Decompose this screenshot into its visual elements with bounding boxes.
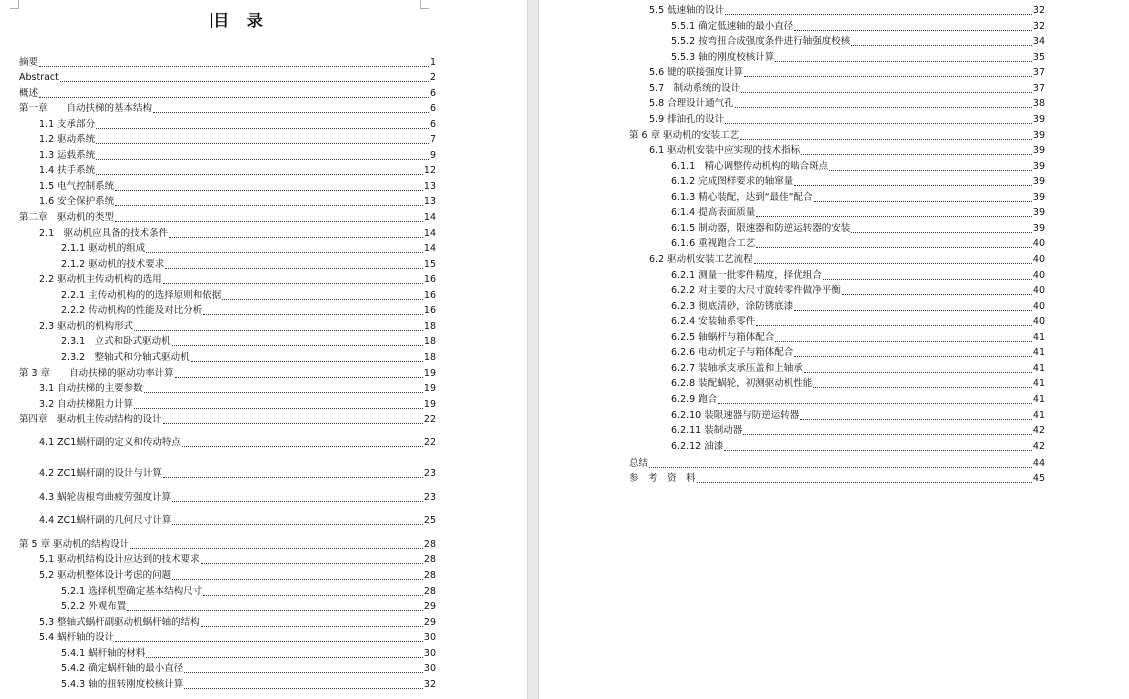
toc-dot-leader — [775, 341, 1032, 342]
toc-entry-title: 第 6 章 驱动机的安装工艺 — [629, 130, 740, 141]
toc-entry-title: 参 考 资 料 — [629, 473, 696, 484]
toc-entry-page-number: 9 — [429, 150, 436, 161]
toc-dot-leader — [60, 81, 429, 82]
toc-entry-page-number: 39 — [1032, 161, 1045, 172]
toc-entry-title: 5.7 制动系统的设计 — [649, 83, 741, 94]
toc-entry-page-number: 18 — [423, 336, 436, 347]
toc-dot-leader — [851, 232, 1032, 233]
toc-dot-leader — [222, 299, 423, 300]
toc-entry[interactable] — [671, 394, 1045, 406]
toc-entry[interactable] — [39, 554, 436, 566]
toc-entry[interactable] — [671, 192, 1045, 204]
toc-entry-page-number: 38 — [1032, 98, 1045, 109]
toc-entry-title: 6.2.6 电动机定子与箱体配合 — [671, 347, 794, 358]
toc-entry-page-number: 6 — [429, 103, 436, 114]
toc-dot-leader — [146, 657, 423, 658]
toc-entry-title: 6.1.3 精心装配，达到“最佳”配合 — [671, 192, 813, 203]
toc-entry-page-number: 28 — [423, 539, 436, 550]
toc-entry-page-number: 39 — [1032, 130, 1045, 141]
toc-entry-page-number: 39 — [1032, 176, 1045, 187]
toc-entry[interactable] — [39, 515, 436, 527]
toc-entry-title: 2.3 驱动机的机构形式 — [39, 321, 134, 332]
toc-entry-page-number: 40 — [1032, 316, 1045, 327]
toc-dot-leader — [851, 45, 1032, 46]
toc-entry-page-number: 14 — [423, 243, 436, 254]
toc-entry[interactable] — [39, 570, 436, 582]
toc-entry-title: 4.3 蜗轮齿根弯曲疲劳强度计算 — [39, 492, 172, 503]
toc-entry[interactable] — [671, 378, 1045, 390]
toc-dot-leader — [800, 419, 1032, 420]
toc-entry-page-number: 1 — [429, 57, 436, 68]
toc-dot-leader — [169, 237, 423, 238]
toc-entry[interactable] — [649, 145, 1045, 157]
toc-dot-leader — [182, 446, 423, 447]
toc-dot-leader — [756, 325, 1032, 326]
toc-entry-page-number: 39 — [1032, 223, 1045, 234]
toc-entry[interactable] — [61, 586, 436, 598]
toc-dot-leader — [96, 174, 423, 175]
toc-entry-title: 5.5.2 按弯扭合成强度条件进行轴强度校核 — [671, 36, 851, 47]
toc-dot-leader — [184, 672, 423, 673]
toc-entry-page-number: 22 — [423, 414, 436, 425]
toc-entry-title: 1.3 运载系统 — [39, 150, 96, 161]
toc-dot-leader — [134, 408, 423, 409]
toc-dot-leader — [163, 423, 423, 424]
toc-entry-page-number: 23 — [423, 492, 436, 503]
toc-dot-leader — [163, 477, 423, 478]
toc-entry-title: 6.2.10 装限速器与防逆运转器 — [671, 410, 800, 421]
toc-entry[interactable] — [649, 83, 1045, 95]
toc-entry[interactable] — [39, 399, 436, 411]
toc-entry-page-number: 39 — [1032, 192, 1045, 203]
toc-entry-page-number: 42 — [1032, 425, 1045, 436]
toc-entry-page-number: 6 — [429, 88, 436, 99]
toc-entry-title: 6.2.4 安装轴系零件 — [671, 316, 756, 327]
toc-entry[interactable] — [629, 458, 1045, 470]
toc-entry-title: 5.3 整轴式蜗杆副驱动机蜗杆轴的结构 — [39, 617, 200, 628]
toc-dot-leader — [794, 310, 1032, 311]
toc-entry[interactable] — [39, 228, 436, 240]
toc-entry-title: 5.2.1 选择机型确定基本结构尺寸 — [61, 586, 203, 597]
toc-entry-title: 6.1 驱动机安装中应实现的技术指标 — [649, 145, 801, 156]
toc-entry[interactable] — [19, 539, 436, 551]
toc-dot-leader — [165, 268, 423, 269]
toc-entry[interactable] — [671, 410, 1045, 422]
toc-entry[interactable] — [671, 161, 1045, 173]
toc-entry[interactable] — [39, 468, 436, 480]
toc-entry[interactable] — [19, 72, 436, 84]
toc-entry-title: 5.2 驱动机整体设计考虑的问题 — [39, 570, 172, 581]
toc-entry[interactable] — [19, 414, 436, 426]
toc-entry[interactable] — [61, 290, 436, 302]
toc-entry-title: 2.2.1 主传动机构的的选择原则和依据 — [61, 290, 222, 301]
toc-dot-leader — [144, 392, 423, 393]
toc-entry[interactable] — [671, 52, 1045, 64]
toc-entry[interactable] — [39, 150, 436, 162]
toc-entry[interactable] — [671, 285, 1045, 297]
toc-entry[interactable] — [39, 196, 436, 208]
toc-dot-leader — [175, 377, 423, 378]
toc-dot-leader — [813, 387, 1032, 388]
toc-dot-leader — [163, 283, 423, 284]
toc-entry[interactable] — [671, 425, 1045, 437]
toc-dot-leader — [697, 482, 1032, 483]
toc-dot-leader — [743, 434, 1032, 435]
toc-entry[interactable] — [671, 316, 1045, 328]
toc-entry-title: 1.2 驱动系统 — [39, 134, 96, 145]
toc-entry-title: 5.4.3 轴的扭转刚度校核计算 — [61, 679, 184, 690]
toc-entry[interactable] — [61, 259, 436, 271]
toc-entry-title: 1.5 电气控制系统 — [39, 181, 115, 192]
toc-dot-leader — [153, 112, 429, 113]
toc-entry-page-number: 39 — [1032, 145, 1045, 156]
toc-entry[interactable] — [61, 648, 436, 660]
toc-dot-leader — [172, 579, 423, 580]
toc-entry[interactable] — [39, 383, 436, 395]
toc-entry-title: 5.2.2 外观布置 — [61, 601, 127, 612]
toc-dot-leader — [115, 641, 423, 642]
toc-entry[interactable] — [19, 212, 436, 224]
toc-entry-title: 2.1.2 驱动机的技术要求 — [61, 259, 165, 270]
toc-entry-title: 摘要 — [19, 57, 39, 68]
toc-entry-title: 6.1.2 完成图样要求的轴窜量 — [671, 176, 794, 187]
toc-dot-leader — [801, 154, 1032, 155]
toc-dot-leader — [814, 201, 1032, 202]
toc-entry-page-number: 2 — [429, 72, 436, 83]
toc-entry[interactable] — [671, 441, 1045, 453]
toc-entry-page-number: 29 — [423, 601, 436, 612]
toc-entry-page-number: 40 — [1032, 270, 1045, 281]
toc-entry-page-number: 7 — [429, 134, 436, 145]
toc-dot-leader — [741, 92, 1032, 93]
toc-dot-leader — [172, 501, 423, 502]
toc-dot-leader — [823, 279, 1032, 280]
toc-entry-title: 6.1.4 提高表面质量 — [671, 207, 756, 218]
toc-entry-title: 3.2 自动扶梯阻力计算 — [39, 399, 134, 410]
toc-entry-title: 6.2.5 轴蜗杆与箱体配合 — [671, 332, 775, 343]
toc-entry-page-number: 14 — [423, 228, 436, 239]
toc-dot-leader — [191, 361, 423, 362]
toc-entry[interactable] — [649, 67, 1045, 79]
toc-entry-page-number: 29 — [423, 617, 436, 628]
toc-entry-title: 第 3 章 自动扶梯的驱动功率计算 — [19, 368, 174, 379]
toc-dot-leader — [794, 185, 1032, 186]
toc-entry-title: 2.2 驱动机主传动机构的选用 — [39, 274, 162, 285]
toc-entry-page-number: 19 — [423, 368, 436, 379]
toc-entry-title: 6.2.2 对主要的大尺寸旋转零件做净平衡 — [671, 285, 841, 296]
toc-entry[interactable] — [39, 617, 436, 629]
toc-entry[interactable] — [39, 181, 436, 193]
toc-entry-page-number: 22 — [423, 437, 436, 448]
toc-entry-page-number: 40 — [1032, 238, 1045, 249]
document-page-right — [539, 0, 1129, 699]
toc-dot-leader — [775, 61, 1032, 62]
toc-entry[interactable] — [671, 347, 1045, 359]
toc-entry[interactable] — [671, 332, 1045, 344]
toc-dot-leader — [134, 330, 423, 331]
toc-title-text: 目 录 — [213, 11, 269, 30]
toc-entry-title: 第 5 章 驱动机的结构设计 — [19, 539, 130, 550]
toc-entry-page-number: 30 — [423, 663, 436, 674]
toc-entry-title: 2.1 驱动机应具备的技术条件 — [39, 228, 169, 239]
toc-dot-leader — [754, 263, 1032, 264]
toc-entry-page-number: 18 — [423, 352, 436, 363]
toc-entry-title: 5.5.3 轴的刚度校核计算 — [671, 52, 775, 63]
toc-dot-leader — [203, 314, 423, 315]
toc-entry-page-number: 39 — [1032, 207, 1045, 218]
toc-entry-title: 2.3.2 整轴式和分轴式驱动机 — [61, 352, 190, 363]
toc-entry[interactable] — [629, 473, 1045, 485]
toc-entry-page-number: 16 — [423, 274, 436, 285]
toc-entry-title: 第二章 驱动机的类型 — [19, 212, 115, 223]
toc-entry-page-number: 14 — [423, 212, 436, 223]
toc-entry[interactable] — [61, 679, 436, 691]
toc-dot-leader — [115, 205, 423, 206]
toc-entry-title: 1.1 支承部分 — [39, 119, 96, 130]
toc-entry[interactable] — [671, 363, 1045, 375]
toc-dot-leader — [718, 403, 1032, 404]
toc-entry[interactable] — [629, 130, 1045, 142]
toc-dot-leader — [146, 252, 423, 253]
toc-entry-page-number: 32 — [423, 679, 436, 690]
toc-entry-title: 第一章 自动扶梯的基本结构 — [19, 103, 153, 114]
toc-dot-leader — [96, 159, 429, 160]
toc-entry-page-number: 37 — [1032, 83, 1045, 94]
toc-entry-title: 总结 — [629, 458, 649, 469]
toc-entry-page-number: 40 — [1032, 285, 1045, 296]
toc-entry[interactable] — [671, 223, 1045, 235]
toc-entry[interactable] — [671, 36, 1045, 48]
toc-entry-title: 6.2.9 跑合 — [671, 394, 718, 405]
toc-entry-page-number: 45 — [1032, 473, 1045, 484]
toc-entry-title: 6.2.3 彻底清砂，涂防锈底漆 — [671, 301, 794, 312]
toc-entry-title: 6.1.6 重视跑合工艺 — [671, 238, 756, 249]
toc-entry[interactable] — [19, 57, 436, 69]
toc-dot-leader — [740, 139, 1032, 140]
toc-entry-page-number: 23 — [423, 468, 436, 479]
toc-entry[interactable] — [671, 270, 1045, 282]
toc-dot-leader — [724, 450, 1032, 451]
toc-entry-page-number: 32 — [1032, 5, 1045, 16]
toc-entry[interactable] — [39, 119, 436, 131]
toc-entry[interactable] — [61, 243, 436, 255]
toc-entry-title: 6.2.11 装制动器 — [671, 425, 743, 436]
toc-entry[interactable] — [61, 336, 436, 348]
toc-entry[interactable] — [39, 492, 436, 504]
toc-entry-title: 2.3.1 立式和卧式驱动机 — [61, 336, 171, 347]
toc-title — [0, 8, 480, 31]
toc-entry-page-number: 12 — [423, 165, 436, 176]
toc-dot-leader — [804, 372, 1032, 373]
toc-dot-leader — [794, 30, 1032, 31]
toc-entry-page-number: 6 — [429, 119, 436, 130]
toc-dot-leader — [842, 294, 1032, 295]
toc-entry-page-number: 30 — [423, 632, 436, 643]
toc-entry-title: 4.2 ZC1蜗杆副的设计与计算 — [39, 468, 162, 479]
toc-entry[interactable] — [39, 274, 436, 286]
toc-entry-page-number: 41 — [1032, 394, 1045, 405]
toc-entry-title: 5.4.1 蜗杆轴的材料 — [61, 648, 146, 659]
toc-entry-page-number: 28 — [423, 586, 436, 597]
toc-entry-title: 5.4 蜗杆轴的设计 — [39, 632, 115, 643]
toc-dot-leader — [184, 688, 423, 689]
toc-dot-leader — [201, 626, 423, 627]
toc-dot-leader — [203, 595, 423, 596]
toc-entry[interactable] — [19, 88, 436, 100]
toc-entry-page-number: 25 — [423, 515, 436, 526]
toc-entry[interactable] — [61, 352, 436, 364]
toc-entry-page-number: 40 — [1032, 254, 1045, 265]
toc-entry-page-number: 41 — [1032, 363, 1045, 374]
toc-entry-page-number: 34 — [1032, 36, 1045, 47]
toc-entry[interactable] — [61, 663, 436, 675]
toc-entry-page-number: 18 — [423, 321, 436, 332]
toc-entry-page-number: 39 — [1032, 114, 1045, 125]
toc-entry-title: 6.2.7 装轴承支承压盖和上轴承 — [671, 363, 803, 374]
toc-entry-page-number: 42 — [1032, 441, 1045, 452]
toc-dot-leader — [130, 548, 423, 549]
toc-entry-page-number: 16 — [423, 305, 436, 316]
toc-entry[interactable] — [19, 103, 436, 115]
toc-entry-title: 5.9 排油孔的设计 — [649, 114, 725, 125]
toc-entry[interactable] — [649, 114, 1045, 126]
toc-dot-leader — [172, 524, 423, 525]
toc-dot-leader — [735, 107, 1032, 108]
toc-dot-leader — [829, 170, 1032, 171]
toc-entry-title: 5.5.1 确定低速轴的最小直径 — [671, 21, 794, 32]
toc-entry-title: 3.1 自动扶梯的主要参数 — [39, 383, 143, 394]
toc-dot-leader — [725, 14, 1032, 15]
toc-entry-title: 6.2.1 测量一批零件精度，择优组合 — [671, 270, 822, 281]
toc-dot-leader — [96, 128, 429, 129]
toc-entry[interactable] — [39, 437, 436, 449]
page-gutter — [527, 0, 539, 699]
toc-entry-page-number: 15 — [423, 259, 436, 270]
toc-dot-leader — [744, 76, 1032, 77]
toc-entry-title: 1.6 安全保护系统 — [39, 196, 115, 207]
toc-entry-title: 2.1.1 驱动机的组成 — [61, 243, 146, 254]
toc-entry-page-number: 40 — [1032, 301, 1045, 312]
toc-entry-title: 6.2.8 装配蜗轮，初测驱动机性能 — [671, 378, 813, 389]
toc-entry-title: 6.2.12 油漆 — [671, 441, 724, 452]
toc-dot-leader — [172, 345, 423, 346]
toc-dot-leader — [127, 610, 423, 611]
toc-dot-leader — [725, 123, 1032, 124]
toc-entry-page-number: 30 — [423, 648, 436, 659]
toc-dot-leader — [115, 190, 423, 191]
toc-dot-leader — [39, 66, 429, 67]
toc-entry[interactable] — [649, 5, 1045, 17]
toc-entry[interactable] — [671, 207, 1045, 219]
toc-entry[interactable] — [649, 98, 1045, 110]
toc-entry[interactable] — [39, 165, 436, 177]
toc-entry-page-number: 19 — [423, 399, 436, 410]
toc-entry[interactable] — [61, 305, 436, 317]
toc-entry[interactable] — [671, 238, 1045, 250]
toc-entry[interactable] — [61, 601, 436, 613]
toc-entry[interactable] — [671, 176, 1045, 188]
toc-entry-page-number: 19 — [423, 383, 436, 394]
toc-dot-leader — [756, 247, 1032, 248]
toc-entry-title: 5.4.2 确定蜗杆轴的最小直径 — [61, 663, 184, 674]
toc-entry-title: 6.1.5 制动器，限速器和防逆运转器的安装 — [671, 223, 851, 234]
toc-entry-title: 4.1 ZC1蜗杆副的定义和传动特点 — [39, 437, 181, 448]
toc-entry[interactable] — [649, 254, 1045, 266]
toc-entry-title: 6.2 驱动机安装工艺流程 — [649, 254, 753, 265]
toc-entry[interactable] — [39, 632, 436, 644]
toc-entry-page-number: 41 — [1032, 378, 1045, 389]
toc-dot-leader — [96, 143, 429, 144]
toc-entry-title: 5.5 低速轴的设计 — [649, 5, 725, 16]
toc-entry-page-number: 37 — [1032, 67, 1045, 78]
toc-entry-title: 概述 — [19, 88, 39, 99]
document-page-left — [0, 0, 527, 699]
toc-entry-page-number: 44 — [1032, 458, 1045, 469]
toc-entry-page-number: 41 — [1032, 332, 1045, 343]
toc-entry-title: 1.4 扶手系统 — [39, 165, 96, 176]
toc-entry-title: 4.4 ZC1蜗杆副的几何尺寸计算 — [39, 515, 172, 526]
toc-entry-page-number: 28 — [423, 570, 436, 581]
toc-entry-title: 5.8 合理设计通气孔 — [649, 98, 734, 109]
toc-entry[interactable] — [671, 21, 1045, 33]
toc-entry-title: 2.2.2 传动机构的性能及对比分析 — [61, 305, 203, 316]
toc-entry-page-number: 13 — [423, 196, 436, 207]
toc-dot-leader — [115, 221, 423, 222]
toc-entry-title: Abstract — [19, 72, 59, 83]
toc-entry-title: 6.1.1 精心调整传动机构的啮合斑点 — [671, 161, 829, 172]
toc-dot-leader — [39, 97, 429, 98]
toc-entry-title: 第四章 驱动机主传动结构的设计 — [19, 414, 162, 425]
toc-dot-leader — [794, 356, 1032, 357]
toc-dot-leader — [201, 563, 423, 564]
toc-entry-title: 5.6 键的联接强度计算 — [649, 67, 744, 78]
toc-dot-leader — [756, 216, 1032, 217]
toc-entry-page-number: 16 — [423, 290, 436, 301]
toc-entry-page-number: 13 — [423, 181, 436, 192]
toc-entry-page-number: 35 — [1032, 52, 1045, 63]
toc-entry[interactable] — [19, 368, 436, 380]
toc-entry[interactable] — [39, 321, 436, 333]
toc-entry-page-number: 32 — [1032, 21, 1045, 32]
toc-entry-page-number: 28 — [423, 554, 436, 565]
toc-entry[interactable] — [671, 301, 1045, 313]
toc-dot-leader — [649, 467, 1032, 468]
toc-entry-page-number: 41 — [1032, 347, 1045, 358]
toc-entry[interactable] — [39, 134, 436, 146]
toc-entry-title: 5.1 驱动机结构设计应达到的技术要求 — [39, 554, 200, 565]
toc-entry-page-number: 41 — [1032, 410, 1045, 421]
